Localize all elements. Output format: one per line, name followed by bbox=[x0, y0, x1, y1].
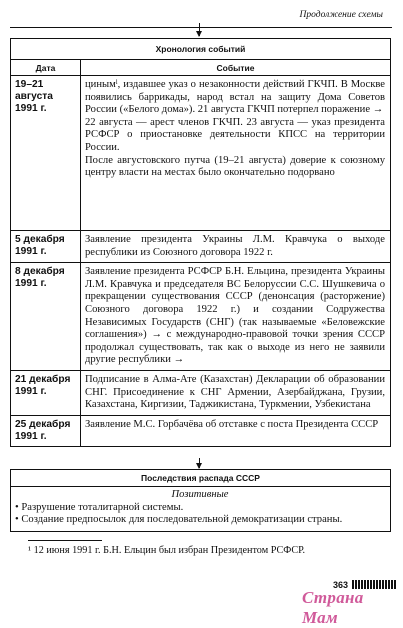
arrow-down-icon bbox=[199, 458, 200, 468]
chronology-table bbox=[11, 60, 390, 446]
row-date: 25 декабря 1991 г. bbox=[11, 415, 81, 446]
row-date: 21 декабря 1991 г. bbox=[11, 370, 81, 415]
table-row bbox=[11, 370, 390, 415]
chronology-table-box bbox=[10, 38, 391, 447]
row-event bbox=[81, 231, 391, 263]
event-text: После августовского путча (19–21 августа) доверие к союзному центру власти на местах было окончательно подорвано bbox=[85, 154, 385, 179]
column-header-date: Дата bbox=[11, 60, 81, 76]
event-text: Подписание в Алма-Ате (Казахстан) Декларации об образовании СНГ. Присоединение к СНГ Армении, Азербайджана, Грузии, Казахстана, Киргизии, Таджикистана, Туркмении, Узбекистана bbox=[85, 373, 385, 411]
row-date: 19–21 августа 1991 г. bbox=[11, 76, 81, 231]
list-item: • Создание предпосылок для последовательной демократизации страны. bbox=[15, 514, 343, 526]
event-text: Заявление президента Украины Л.М. Кравчука о выходе республики из Союзного договора 1922 г. bbox=[85, 234, 385, 258]
chronology-title: Хронология событий bbox=[11, 39, 390, 60]
row-date: 8 декабря 1991 г. bbox=[11, 263, 81, 371]
footnote-rule bbox=[28, 540, 102, 541]
row-event bbox=[81, 263, 391, 371]
row-event bbox=[81, 415, 391, 446]
row-event bbox=[81, 76, 391, 231]
header-rule bbox=[10, 27, 392, 28]
table-row bbox=[11, 415, 390, 446]
arrow-down-icon bbox=[199, 23, 200, 36]
row-date: 5 декабря 1991 г. bbox=[11, 231, 81, 263]
consequences-body bbox=[11, 487, 390, 531]
table-row bbox=[11, 263, 390, 371]
column-header-event: Событие bbox=[81, 60, 391, 76]
table-row bbox=[11, 76, 390, 231]
event-text: Заявление президента РСФСР Б.Н. Ельцина, президента Украины Л.М. Кравчука и председателя ВС Белоруссии С.С. Шушкевича о прекращении существования СССР (денонсация (расторжение) Союзного договора 1922 г.) и создании Содружества Независимых Государств (СНГ) (так называемые «Беловежские соглашения») → с международно-правовой точки зрения СССР продолжал существовать, так как о выходе из него не заявили другие республики → bbox=[85, 266, 385, 366]
watermark: Страна Мам bbox=[302, 588, 364, 627]
event-text: 22 августа — арест членов ГКЧП. 23 августа — указ президента РСФСР о приостановке деятельности КПСС на территории России. bbox=[85, 116, 385, 153]
consequences-subtitle: Позитивные bbox=[171, 489, 229, 500]
page-number: 363 bbox=[333, 580, 349, 590]
row-event bbox=[81, 370, 391, 415]
list-item: • Разрушение тоталитарной системы. bbox=[15, 501, 184, 513]
continuation-label: Продолжение схемы bbox=[299, 10, 383, 20]
footnote: ¹ 12 июня 1991 г. Б.Н. Ельцин был избран Президентом РСФСР. bbox=[28, 545, 306, 556]
consequences-box bbox=[10, 469, 391, 532]
table-row bbox=[11, 231, 390, 263]
consequences-title: Последствия распада СССР bbox=[11, 470, 390, 487]
event-text: цинымˡ, издавшее указ о незаконности действий ГКЧП. В Москве появились баррикады, народ встал на защиту Дома Советов России («Белого дома»). 21 августа ГКЧП потерпел поражение → bbox=[85, 79, 385, 116]
event-text: Заявление М.С. Горбачёва об отставке с поста Президента СССР bbox=[85, 418, 379, 430]
